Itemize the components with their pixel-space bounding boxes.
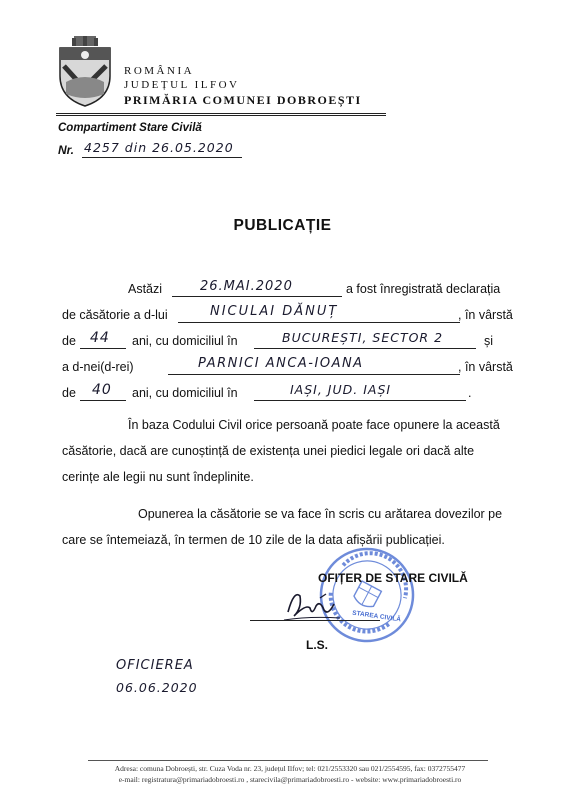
text-of-1: de [62, 334, 76, 348]
text-mrs: a d-nei(d-rei) [62, 360, 134, 374]
paragraph-2-line-1: În baza Codului Civil orice persoană poate face opunere la această [128, 418, 500, 432]
text-and: și [484, 334, 494, 348]
bride-age: 40 [92, 382, 112, 398]
text-of-2: de [62, 386, 76, 400]
groom-age: 44 [90, 330, 110, 346]
coat-of-arms [54, 36, 116, 108]
text-period: . [468, 386, 472, 400]
handwritten-note-title: OFICIEREA [116, 658, 194, 673]
paragraph-3-line-2: care se întemeiază, în termen de 10 zile de la data afișării publicației. [62, 533, 445, 547]
groom-address-underline [254, 348, 476, 349]
footer-divider [88, 760, 488, 761]
text-aged-2: , în vârstă [458, 360, 513, 374]
text-aged-1: , în vârstă [458, 308, 513, 322]
page-title: PUBLICAȚIE [233, 217, 332, 234]
handwritten-note-date: 06.06.2020 [116, 680, 198, 695]
officer-signature [280, 586, 360, 624]
officer-ls: L.S. [306, 638, 329, 652]
compartment-label: Compartiment Stare Civilă [58, 122, 202, 134]
paragraph-2-line-3: cerințe ale legii nu sunt îndeplinite. [62, 470, 254, 484]
text-today: Astăzi [128, 282, 163, 296]
groom-name: NICULAI DĂNUȚ [210, 304, 339, 319]
text-marriage-of: de căsătorie a d-lui [62, 308, 168, 322]
date-underline [172, 296, 342, 297]
bride-name-underline [168, 374, 460, 375]
bride-address-underline [254, 400, 466, 401]
groom-name-underline [178, 322, 460, 323]
declaration-date: 26.MAI.2020 [200, 279, 293, 294]
text-domicile-1: ani, cu domiciliul în [132, 334, 238, 348]
text-registered: a fost înregistrată declarația [346, 282, 501, 296]
bride-name: PARNICI ANCA-IOANA [198, 356, 364, 371]
header-institution: PRIMĂRIA COMUNEI DOBROEȘTI [124, 93, 362, 107]
bride-address: IAȘI, JUD. IAȘI [290, 382, 392, 397]
signature-underline [250, 620, 380, 621]
header-county: JUDEȚUL ILFOV [124, 79, 240, 91]
groom-address: BUCUREȘTI, SECTOR 2 [282, 330, 444, 345]
officer-title: OFIȚER DE STARE CIVILĂ [318, 571, 468, 585]
paragraph-3-line-1: Opunerea la căsătorie se va face în scris cu arătarea dovezilor pe [138, 507, 503, 521]
header-divider [56, 113, 386, 116]
text-domicile-2: ani, cu domiciliul în [132, 386, 238, 400]
groom-age-underline [80, 348, 126, 349]
stamp-text: STAREA CIVILĂ [351, 609, 402, 624]
bride-age-underline [80, 400, 126, 401]
footer-contact: e-mail: registratura@primariadobroesti.ro , starecivila@primariadobroesti.ro - website: www.primariadobroesti.ro [118, 775, 462, 784]
paragraph-2-line-2: căsătorie, dacă are cunoștință de existența unei piedici legale ori dacă alte [62, 444, 475, 458]
registration-number: 4257 din 26.05.2020 [84, 140, 234, 155]
registration-underline [82, 157, 242, 158]
footer-address: Adresa: comuna Dobroești, str. Cuza Voda nr. 23, județul Ilfov; tel: 021/2553320 sau 021/2554595, fax: 0372755477 [114, 764, 466, 773]
header-country: ROMÂNIA [124, 65, 195, 77]
registration-label: Nr. [58, 143, 75, 157]
